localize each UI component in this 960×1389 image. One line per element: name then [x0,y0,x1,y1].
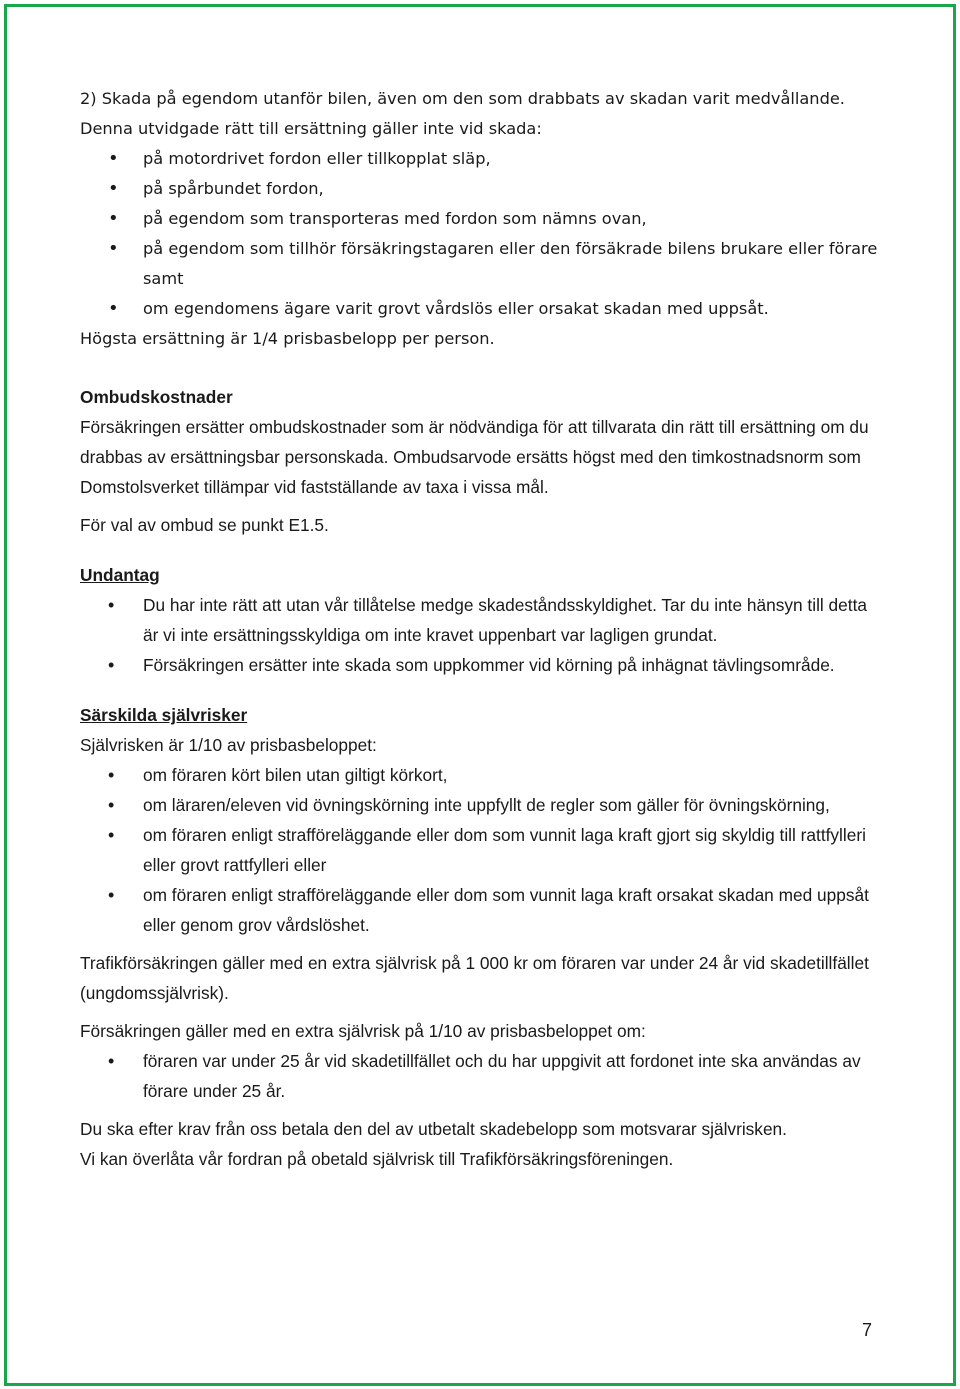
intro-line-1: 2) Skada på egendom utanför bilen, även om den som drabbats av skadan varit medvållande. [80,89,845,108]
list-item: • om föraren enligt strafföreläggande eller dom som vunnit laga kraft gjort sig skyldig till rattfylleri eller grovt rattfylleri eller [80,820,880,880]
page-number: 7 [862,1320,873,1340]
extra-list [80,1046,880,1106]
list-item: • föraren var under 25 år vid skadetillfället och du har uppgivit att fordonet inte ska användas av förare under 25 år. [80,1046,880,1106]
list-item: • om läraren/eleven vid övningskörning inte uppfyllt de regler som gäller för övningskörning, [80,790,880,820]
list-item: • på egendom som transporteras med fordon som nämns ovan, [80,204,880,234]
ungdom-paragraph: Trafikförsäkringen gäller med en extra självrisk på 1 000 kr om föraren var under 24 år vid skadetillfället (ungdomssjälvrisk). [80,953,869,1003]
intro-line-2: Denna utvidgade rätt till ersättning gäller inte vid skada: [80,119,542,138]
list-item: • om föraren enligt strafföreläggande eller dom som vunnit laga kraft orsakat skadan med uppsåt eller genom grov vårdslöshet. [80,880,880,940]
section-property-damage [80,84,880,354]
betala-line-2: Vi kan överlåta vår fordran på obetald självrisk till Trafikförsäkringsföreningen. [80,1149,674,1169]
undantag-heading: Undantag [80,565,160,585]
exclusion-list [80,144,880,324]
max-compensation: Högsta ersättning är 1/4 prisbasbelopp per person. [80,329,495,348]
list-item: • på spårbundet fordon, [80,174,880,204]
ombud-heading: Ombudskostnader [80,387,233,407]
sjalvrisk-intro: Självrisken är 1/10 av prisbasbeloppet: [80,735,377,755]
list-item: • på motordrivet fordon eller tillkopplat släp, [80,144,880,174]
ombud-body: Försäkringen ersätter ombudskostnader som är nödvändiga för att tillvarata din rätt till ersättning om du drabbas av ersättningsbar personskada. Ombudsarvode ersätts högst med den timkostnadsnorm som Domstolsverket tillämpar vid fastställande av taxa i vissa mål. [80,417,869,497]
sjalvrisk-list [80,760,880,940]
list-item: • om egendomens ägare varit grovt vårdslös eller orsakat skadan med uppsåt. [80,294,880,324]
undantag-list [80,590,880,680]
list-item: • om föraren kört bilen utan giltigt körkort, [80,760,880,790]
ombud-ref: För val av ombud se punkt E1.5. [80,515,329,535]
sjalvrisk-heading: Särskilda självrisker [80,705,248,725]
list-item: • Du har inte rätt att utan vår tillåtelse medge skadeståndsskyldighet. Tar du inte hänsyn till detta är vi inte ersättningsskyldiga om inte kravet uppenbart var lagligen grundat. [80,590,880,650]
section-main [80,382,880,1174]
betala-line-1: Du ska efter krav från oss betala den del av utbetalt skadebelopp som motsvarar självrisken. [80,1119,787,1139]
list-item: • på egendom som tillhör försäkringstagaren eller den försäkrade bilens brukare eller förare samt [80,234,880,294]
extra-intro: Försäkringen gäller med en extra självrisk på 1/10 av prisbasbeloppet om: [80,1021,646,1041]
list-item: • Försäkringen ersätter inte skada som uppkommer vid körning på inhägnat tävlingsområde. [80,650,880,680]
